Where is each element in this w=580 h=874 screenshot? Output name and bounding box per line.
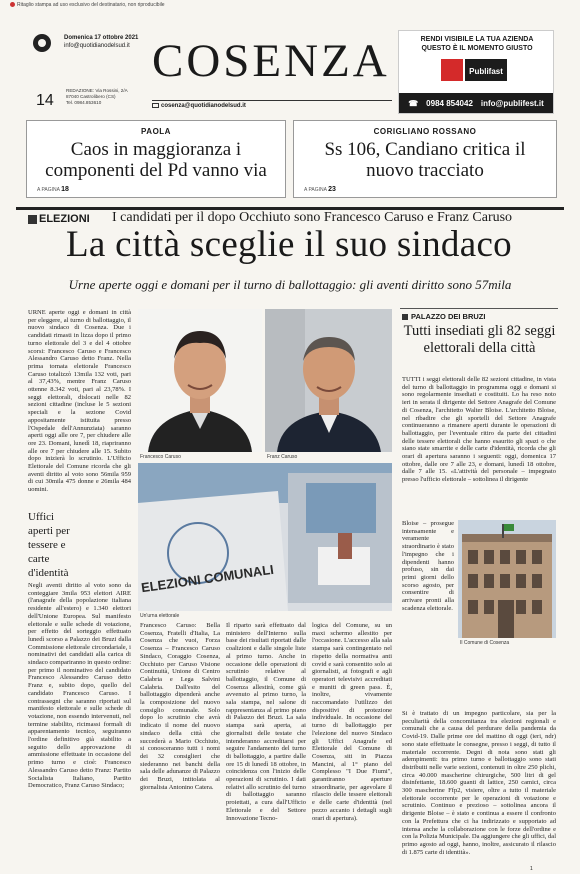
ad-contact-bar	[399, 93, 553, 113]
envelope-icon	[152, 103, 159, 108]
sidebar-text: Si è trattato di un impegno particolare, sia per la peculiarità della concomitanza tra elezioni regionali e comunali che a causa del perdurare della pandemia da Covid-19. Dalle prime ore del mattino di oggi (ieri, ndr) sono state effettuate le consegne, presso i seggi, di tutto il materiale occorrente. Degni di nota sono stati gli adempimenti: tra primo turno e ballottaggio sono stati distribuiti nelle varie sezioni, contenuti in oltre 250 plichi, circa 40.000 mascherine chirurgiche, 500 litri di gel disinfettante, 18.600 guanti di lattice, 250 camici, circa 300 mascherine Ffp2, visiere, oltre a tutto il materiale elettorale occorrente per le operazioni di votazione e scrutinio. Continuo e prezioso – sottolinea ancora il dirigente Bloise – è stato e continua a essere il confronto con la Prefettura che ci ha indirizzato e supportato ad intensa anche la collaborazione con le forze dell'ordine e con la Polizia Municipale. Da aggiungere che gli uffici, dal primo agosto ad oggi, hanno, inoltre, assicurato il rilascio di 1.875 carte di identità».	[402, 710, 556, 856]
teaser-paola[interactable]	[26, 120, 286, 198]
urn-image	[138, 463, 392, 611]
photo-caption: Francesco Caruso	[140, 454, 181, 460]
ad-brand: Publifast	[469, 67, 503, 76]
section-tag-label: ELEZIONI	[39, 213, 90, 225]
photo-francesco-caruso	[138, 309, 262, 452]
publifast-logo-icon	[439, 55, 509, 85]
article-col1-bottom	[28, 582, 131, 864]
photo-caption: Franz Caruso	[267, 454, 298, 460]
photo-caption: Un'urna elettorale	[140, 613, 180, 619]
teaser-ref-page: 18	[61, 186, 69, 193]
article-col3	[226, 622, 306, 864]
article-col2	[140, 622, 220, 864]
masthead-date: Domenica 17 ottobre 2021	[64, 35, 139, 41]
photo-comune-cosenza	[458, 520, 556, 638]
portrait-image	[265, 309, 392, 452]
sidebar-rule	[400, 308, 558, 309]
section-kicker: I candidati per il dopo Occhiuto sono Francesco Caruso e Franz Caruso	[112, 210, 513, 225]
ad-line1: RENDI VISIBILE LA TUA AZIENDA	[420, 36, 534, 43]
section-square-icon	[28, 215, 37, 224]
article-col1-top	[28, 309, 131, 505]
pull-quote: Uffici aperti per tessere e carte d'identità	[28, 511, 70, 579]
photo-franz-caruso	[265, 309, 392, 452]
sidebar-text-bottom	[402, 710, 556, 864]
teaser-headline: Caos in maggioranza i componenti del Pd vanno via	[45, 139, 267, 181]
sidebar-tag-label: PALAZZO DEI BRUZI	[411, 312, 486, 321]
portrait-image	[138, 309, 262, 452]
ad-phone: 0984 854042	[426, 98, 473, 108]
teaser-ref-label: A PAGINA	[37, 187, 60, 193]
teaser-ref-label: A PAGINA	[304, 187, 327, 193]
teaser-corigliano[interactable]	[293, 120, 557, 198]
teaser-tag: CORIGLIANO ROSSANO	[373, 127, 477, 136]
masthead-rule	[152, 100, 392, 101]
reprint-notice-text: Ritaglio stampa ad uso esclusivo del destinatario, non riproducibile	[17, 2, 165, 8]
teaser-tag: PAOLA	[141, 127, 171, 136]
masthead-email[interactable]: info@quotidianodelsud.it	[64, 43, 130, 49]
page-number: 14	[36, 92, 54, 109]
footer-code: 1	[530, 866, 533, 872]
urn-label: ELEZIONI COMUNALI	[140, 561, 275, 596]
photo-urn	[138, 463, 392, 611]
article-text: Francesco Caruso: Bella Cosenza, Fratelli d'Italia, La Cosenza che vuoi, Forza Cosenza – Francesco Caruso Sindaco, Coraggio Cosenza, Occhiuto per Caruso Visione Continuità, Unione di Centro Calabria e Lega Salvini Calabria. Dall'esito del ballottaggio dipenderà anche la composizione del nuovo consiglio comunale. Solo dopo lo scrutinio che avrà indicato il nome del nuovo sindaco della città che succederà a Mario Occhiuto, si conosceranno tutti i nomi dei 32 consiglieri che siederanno nei banchi della sala delle adunanze di Palazzo dei Bruzi, intitolata al giornalista Antonino Catera.	[140, 622, 220, 791]
masthead-date-block	[64, 34, 138, 50]
notice-dot-icon	[10, 2, 15, 7]
ad-text	[405, 35, 549, 53]
redazione-line: REDAZIONE: Via Rossini, 2/A	[66, 88, 128, 93]
reprint-notice	[10, 2, 165, 8]
photo-caption: Il Comune di Cosenza	[460, 640, 510, 646]
teaser-ref	[304, 186, 336, 193]
sidebar-text-mid	[402, 520, 454, 708]
contact-email-block	[152, 103, 246, 109]
quotidiano-logo-icon	[33, 34, 51, 52]
teaser-headline: Ss 106, Candiano critica il nuovo tracciato	[324, 139, 526, 181]
sidebar-tag	[402, 312, 485, 321]
article-text: logica del Comune, su un maxi schermo allestito per l'occasione. L'accesso alla sala stampa sarà contingentato nel rispetto della normativa anti covid e sarà consentito solo ai giornalisti, ai fotografi e agli operatori televisivi accreditati e muniti di green pass. È, inoltre, vivamente raccomandato l'utilizzo dei dispositivi di protezione individuale. In occasione del turno di ballottaggio per l'elezione del nuovo Sindaco gli Uffici Anagrafe ed Elettorale del Comune di Cosenza, siti in Piazza Mancini, al 1° piano del Complesso "I Due Fiumi", garantiranno aperture straordinarie, per agevolare il rilascio delle tessere elettorali e delle carte d'identità (nel pezzo accanto i dettagli sugli orari di apertura).	[312, 622, 392, 822]
redazione-line: 87040 Castrolibero (CS)	[66, 94, 116, 99]
teaser-ref-page: 23	[328, 186, 336, 193]
publifast-ad[interactable]	[398, 30, 554, 114]
contact-email[interactable]: cosenza@quotidianodelsud.it	[161, 103, 246, 110]
main-headline: La città sceglie il suo sindaco	[66, 224, 512, 265]
sidebar-square-icon	[402, 314, 408, 320]
sidebar-text: TUTTI i seggi elettorali delle 82 sezioni cittadine, in vista del turno di ballottaggio in programma oggi e domani si sono regolarmente insediati e costituiti. Lo ha reso noto ieri in serata il dirigente del Settore Anagrafe del Comune di Cosenza, l'architetto Walter Bloise. L'architetto Bloise, nel ribadire che gli sportelli del Settore Anagrafe continueranno a rimanere aperti durante le operazioni di ballottaggio, per l'eventuale ritiro da parte dei cittadini delle tessere elettorali che hanno esaurito gli spazi o che siano state smarrite e delle carte d'identità, ricorda che gli orari di apertura saranno i seguenti: oggi, domenica 17 ottobre, dalle ore 7 alle 23, e domani, lunedì 18 ottobre, dalle 7 alle 15. «L'attività del personale – impegnato presso l'ufficio elettorale – sottolinea il dirigente	[402, 376, 556, 484]
sidebar-text: Bloise – prosegue intensamente e veramente straordinario è stato l'impegno che i dipendenti hanno profuso, sin dai primi giorni dello scorso agosto, per consentire di arrivare pronti alla scadenza elettorale.	[402, 520, 454, 612]
article-text: URNE aperte oggi e domani in città per eleggere, al turno di ballottaggio, il nuovo sindaco di Cosenza. Due i candidati rimasti in lizza dopo il primo turno elettorale del 3 e del 4 ottobre scorsi: Francesco Caruso e Francesco Alessandro Caruso detto Franz. Nella prima tornata elettorale Francesco Caruso totalizzò 13mila 132 voti, pari al 37,43%, mentre Franz Caruso ottenne 8.342 voti, pari al 23,78%. I seggi elettorali, dislocati nelle 82 sezioni cittadine (incluse le 5 sezioni speciali e la sezione Covid appositamente istituita presso l'Ospedale dell'Annunziata) saranno aperti oggi alle ore 7, per chiudere alle ore 23. Domani, lunedì 18, riapriranno alle ore 7 per chiudere alle 15. Subito dopo inizierà lo scrutinio. L'Ufficio Elettorale del Comune ricorda che gli aventi diritto al voto sono 56mila 959 di cui 30mila 475 donne e 26mila 484 uomini.	[28, 309, 131, 494]
main-subheadline: Urne aperte oggi e domani per il turno di ballottaggio: gli aventi diritto sono 57mila	[68, 277, 512, 292]
article-text: Il riparto sarà effettuato dal ministero dell'Interno sulla base dei risultati riportati dalle coalizioni e dalle singole liste al primo turno. Anche in occasione delle operazioni di scrutinio relative al ballottaggio, il Comune di Cosenza allestirà, come già avvenuto al primo turno, la sala stampa, nel salone di rappresentanza al primo piano di Palazzo dei Bruzi. La sala stampa sarà aperta, ai giornalisti delle testate che intenderanno accreditarsi per seguire l'andamento del turno di ballottaggio, a partire dalle ore 15 di lunedì 18 ottobre, in coincidenza con l'inizio delle operazioni di scrutinio. I dati relativi allo scrutinio del turno di ballottaggio saranno proiettati, a cura dall'Ufficio Elettorale e del Settore Innovazione Tecno-	[226, 622, 306, 822]
teaser-ref	[37, 186, 69, 193]
ad-email: info@publifest.it	[480, 98, 544, 108]
article-col4	[312, 622, 392, 864]
redazione-line: Tel. 0984.853610	[66, 100, 102, 105]
sidebar-text-top	[402, 376, 556, 518]
page-title: COSENZA	[152, 35, 390, 87]
sidebar-headline: Tutti insediati gli 82 seggi elettorali della città	[403, 323, 556, 356]
article-text: Negli aventi diritto al voto sono da conteggiare 3mila 953 elettori AIRE (l'anagrafe della popolazione italiana residente all'estero) e 1.340 elettori dell'Unione Europea. Sul manifesto elettorale e sulle schede di votazione, per effetto del sorteggio effettuato lunedì scorso a Palazzo dei Bruzi dalla Commissione elettorale circondariale, i nominativi dei candidati alla carica di sindaco compariranno in questo ordine: per primo il nominativo del candidato Francesco Alessandro Caruso detto Franz e, subito dopo, quello del candidato Francesco Caruso. I contrassegni che saranno riportati sul manifesto elettorale e sulle schede di votazione, non essendo intervenuti, nel termine stabilito, ricimassi formali di apparentamento tecnico, seguiranno l'ordine definitivo già stabilito a seguito dello approvazione di ammissione effettuate in occasione del primo turno e cioè: Francesco Alessandro Caruso detto Franz: Partito Socialista Italiano, Partito Democratico, Franz Caruso Sindaco;	[28, 582, 131, 790]
redazione-info	[66, 88, 128, 106]
ad-line2: QUESTO È IL MOMENTO GIUSTO	[421, 45, 533, 52]
building-image	[458, 520, 556, 638]
ad-phone-icon: ☎	[408, 98, 419, 108]
